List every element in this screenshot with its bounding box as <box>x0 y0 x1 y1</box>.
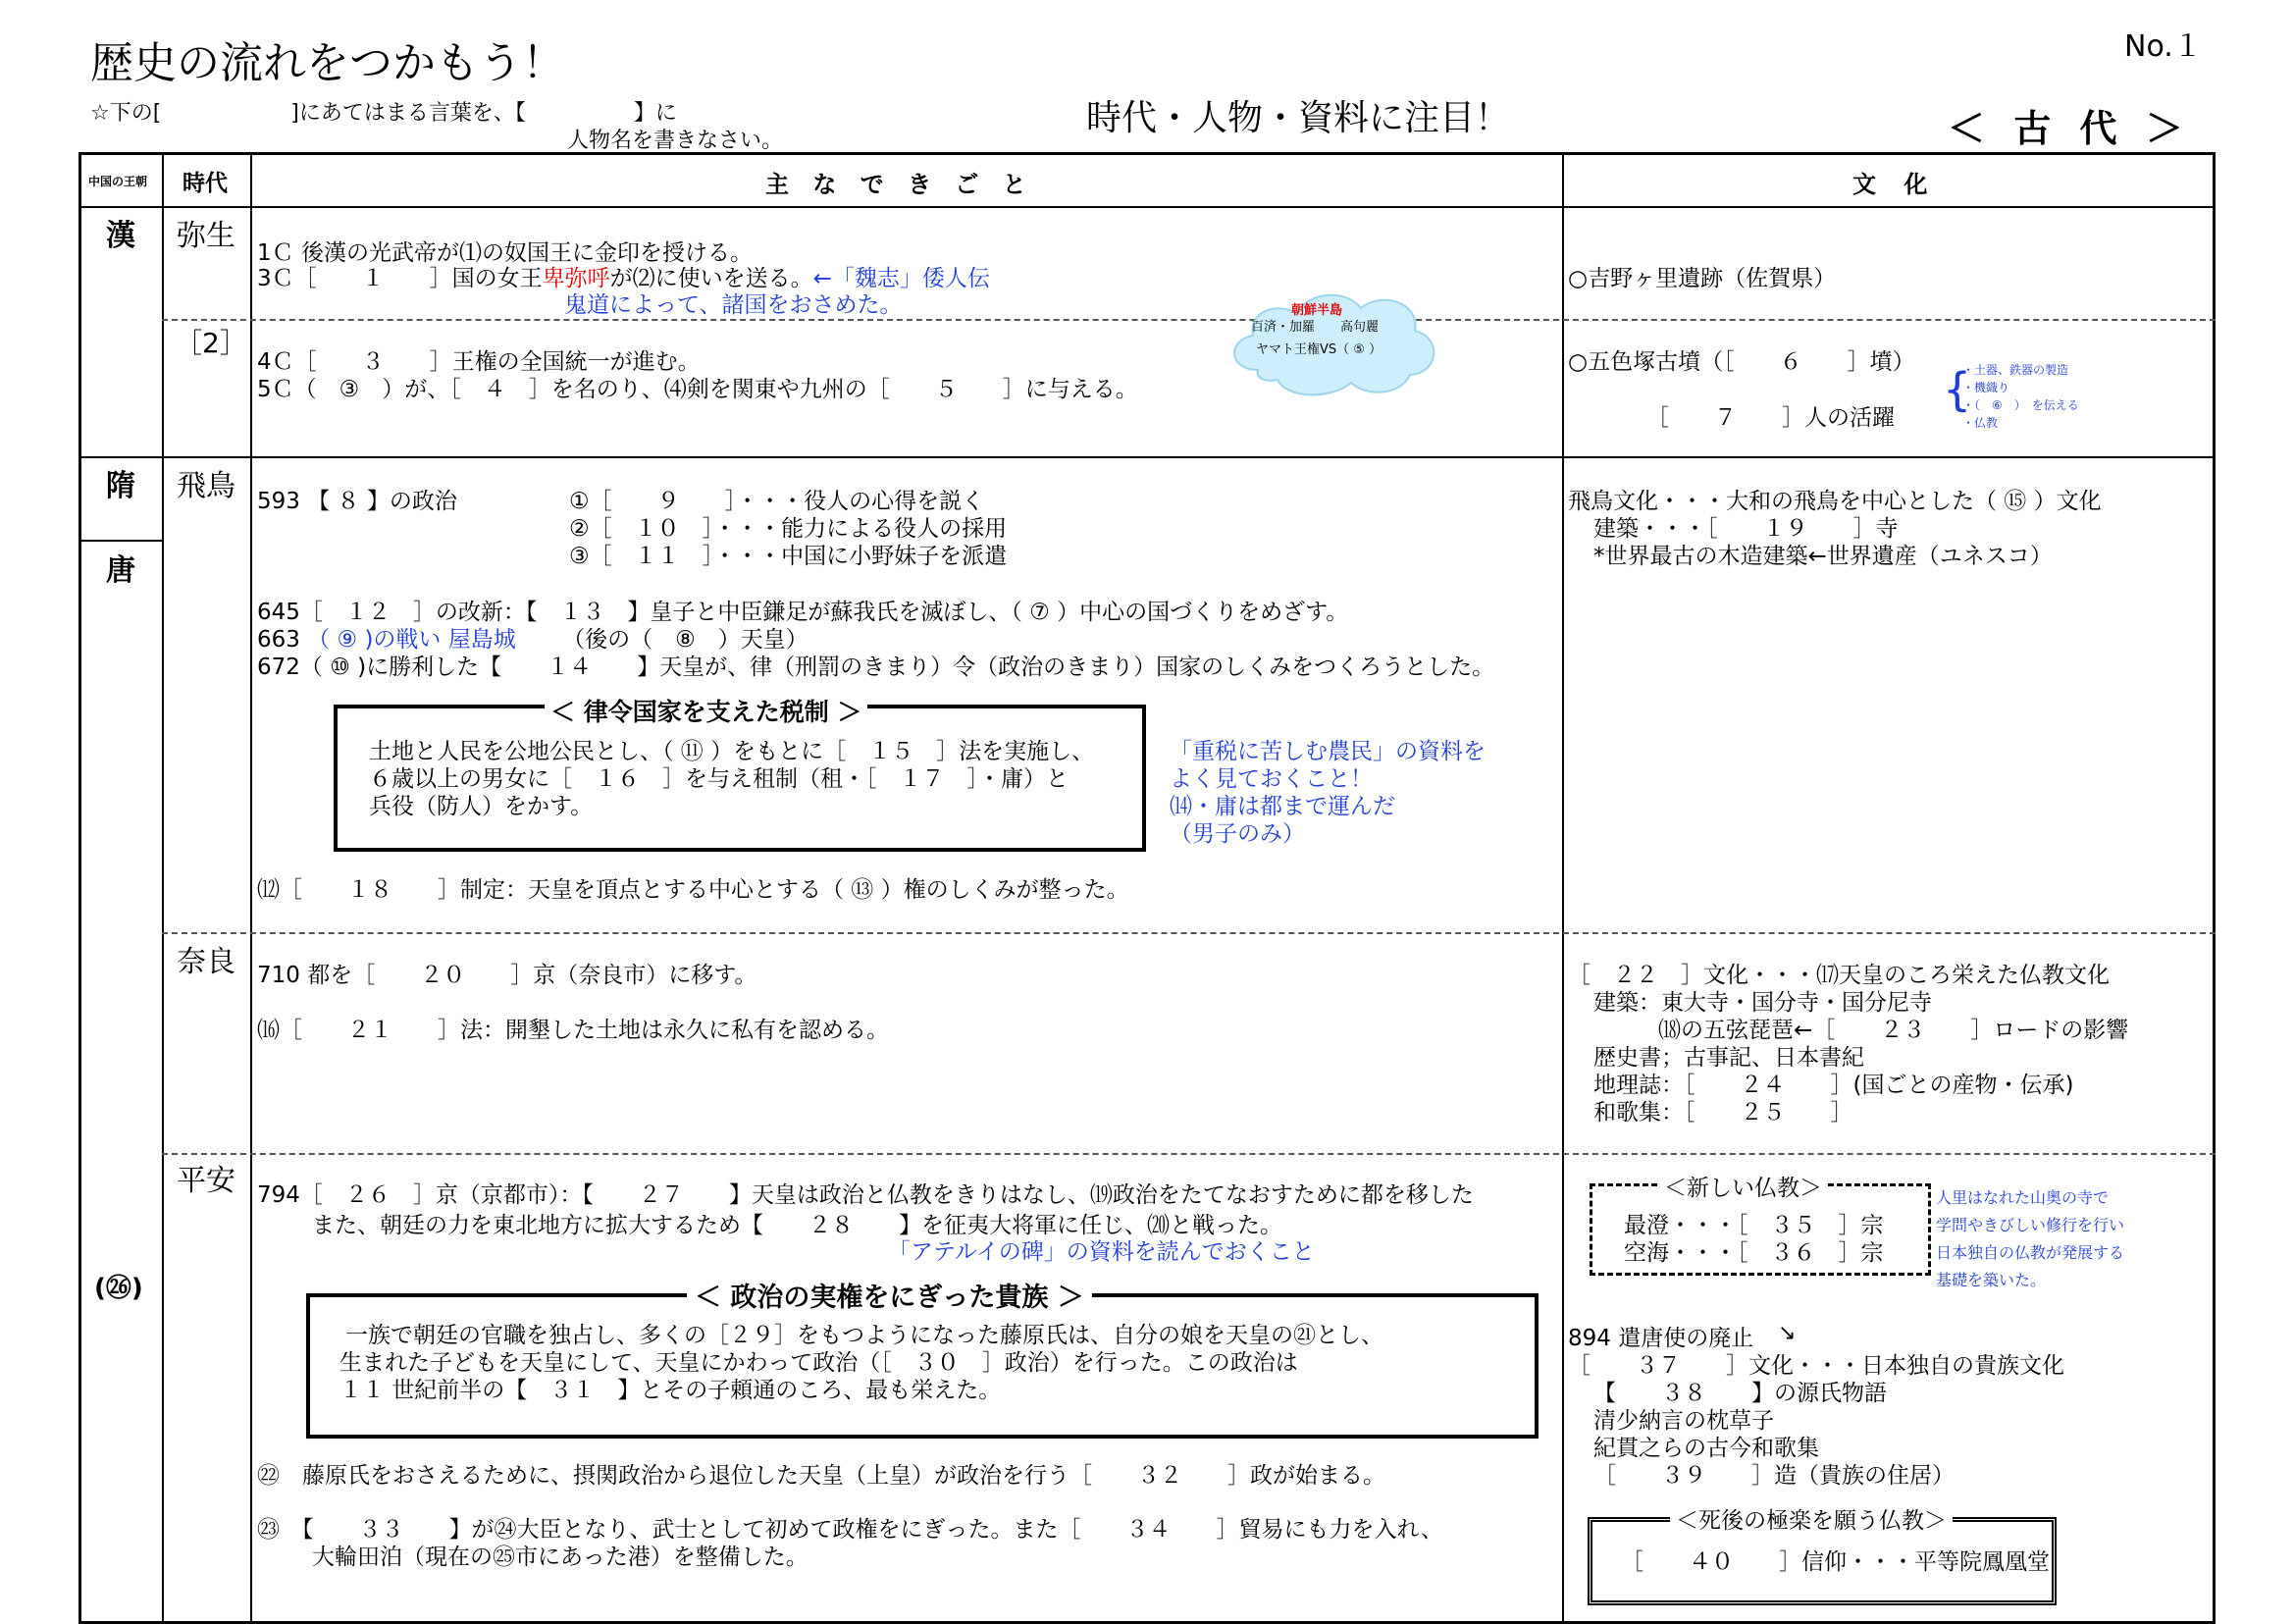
tax-line-2: ６歳以上の男女に［ １６ ］を与え租制（租・［ １７ ］・庸）と <box>369 766 1069 792</box>
kofun-event-2: 5Ｃ（ ③ ）が、［ ４ ］を名のり、⑷剣を関東や九州の［ ５ ］に与える。 <box>257 377 1138 402</box>
row-divider-heian <box>162 1153 2216 1155</box>
heian-894: 894 遣唐使の廃止 <box>1568 1326 1754 1351</box>
asuka-culture-3: *世界最古の木造建築←世界遺産（ユネスコ） <box>1593 544 2053 569</box>
era-label: ＜ 古 代 ＞ <box>1948 107 2191 150</box>
asuka-culture-2: 建築・・・［ １９ ］寺 <box>1593 516 1899 542</box>
kofun-brace: { <box>1943 363 1972 416</box>
heian-794: 794［ ２６ ］京（京都市）：【 ２７ 】天皇は政治と仏教をきりはなし、⒆政治をたてなおすために都を移した <box>257 1182 1474 1208</box>
heian-culture-sei: 清少納言の枕草子 <box>1593 1408 1774 1434</box>
kofun-note-2: ・機織り <box>1962 381 2010 394</box>
kofun-culture-1: ○五色塚古墳（［ ６ ］墳） <box>1568 349 1915 375</box>
nara-culture-5: 地理誌：［ ２４ ］(国ごとの産物・伝承) <box>1593 1073 2074 1098</box>
hakusonko-battle: （ ⑨ )の戦い 屋島城 <box>307 627 516 653</box>
asuka-645: 645［ １２ ］の改新：【 １３ 】皇子と中臣鎌足が蘇我氏を滅ぼし、（ ⑦ ）中心の国づくりをめざす。 <box>257 600 1349 625</box>
kofun-note-3: ・（ ⑥ ） を伝える <box>1962 398 2079 412</box>
header-culture: 文 化 <box>1852 171 1938 198</box>
dynasty-26: (㉖) <box>94 1274 143 1303</box>
col-divider-2 <box>250 152 252 1624</box>
new-buddhism-title: ＜新しい仏教＞ <box>1658 1170 1828 1202</box>
tax-line-1: 土地と人民を公地公民とし、（ ⑪ ）をもとに［ １５ ］法を実施し、 <box>369 739 1095 764</box>
bud-note-2: 学問やきびしい修行を行い <box>1936 1216 2125 1234</box>
kukai-line: 空海・・・［ ３６ ］宗 <box>1624 1240 1884 1266</box>
asuka-taiho: ⑿［ １８ ］制定：天皇を頂点とする中心とする（ ⑬ ）権のしくみが整った。 <box>257 877 1129 903</box>
asuka-663: 663 （ ⑨ )の戦い 屋島城 （後の（ ⑧ ）天皇） <box>257 627 808 653</box>
kofun-culture-2: ［ ７ ］人の活躍 <box>1646 405 1895 431</box>
tax-note-3: ⒁・庸は都まで運んだ <box>1170 794 1395 819</box>
arrow-icon: ↘ <box>1778 1321 1797 1345</box>
heian-owada: 大輪田泊（現在の㉕市にあった港）を整備した。 <box>312 1545 808 1570</box>
cloud-line1: 百済・加羅 高句麗 <box>1251 320 1380 335</box>
period-2: ［2］ <box>175 327 247 359</box>
instruction-line2: 人物名を書きなさい。 <box>567 129 784 153</box>
fujiwara-line-2: 生まれた子どもを天皇にして、天皇にかわって政治（［ ３０ ］政治）を行った。この政治は <box>339 1350 1298 1376</box>
tax-system-title: ＜ 律令国家を支えた税制 ＞ <box>545 693 867 728</box>
fujiwara-title: ＜ 政治の実権をにぎった貴族 ＞ <box>687 1276 1092 1314</box>
page-title: 歴史の流れをつかもう！ <box>90 38 565 88</box>
asuka-593: 593 【 ８ 】の政治 <box>257 489 457 514</box>
header-events: 主 な で き ご と <box>765 171 1034 198</box>
tax-note-2: よく見ておくこと！ <box>1170 766 1373 792</box>
period-nara: 奈良 <box>177 945 235 979</box>
asuka-culture-1: 飛鳥文化・・・大和の飛鳥を中心とした（ ⑮ ）文化 <box>1568 489 2102 514</box>
period-yayoi: 弥生 <box>177 219 235 253</box>
dynasty-sui: 隋 <box>106 469 135 503</box>
heian-taira: ㉓ 【 ３３ 】が㉔大臣となり、武士として初めて政権をにぎった。また［ ３４ ］貿易にも力を入れ、 <box>257 1517 1443 1543</box>
cloud-line2: ヤマト王権VS（ ⑤ ） <box>1256 342 1382 357</box>
heian-culture-37: ［ ３７ ］文化・・・日本独自の貴族文化 <box>1568 1353 2064 1379</box>
tax-note-1: 「重税に苦しむ農民」の資料を <box>1170 739 1486 764</box>
heian-culture-ki: 紀貫之らの古今和歌集 <box>1593 1436 1819 1461</box>
cloud-title: 朝鮮半島 <box>1291 303 1343 318</box>
page-number: No.１ <box>2124 29 2203 64</box>
dynasty-han: 漢 <box>106 219 135 253</box>
col-divider-3 <box>1562 152 1564 1624</box>
header-row-divider <box>78 206 2216 208</box>
asuka-reform-2: ②［ １０ ］・・・能力による役人の採用 <box>569 516 1008 542</box>
row-divider-nara <box>162 932 2216 934</box>
asuka-672: 672（ ⑩ )に勝利した【 １４ 】天皇が、律（刑罰のきまり）令（政治のきまり）国家のしくみをつくろうとした。 <box>257 655 1495 680</box>
pure-land-title: ＜死後の極楽を願う仏教＞ <box>1670 1502 1953 1535</box>
yayoi-event-1: 1Ｃ 後漢の光武帝が⑴の奴国王に金印を授ける。 <box>257 240 753 266</box>
fujiwara-line-3: １１ 世紀前半の【 ３１ 】とその子頼通のころ、最も栄えた。 <box>339 1378 1002 1403</box>
pure-land-line: ［ ４０ ］信仰・・・平等院鳳凰堂 <box>1621 1549 2050 1575</box>
asuka-reform-1: ①［ ９ ］・・・役人の心得を説く <box>569 489 985 514</box>
row-divider-dynasty-sui <box>78 540 162 542</box>
tax-note-4: （男子のみ） <box>1170 821 1305 847</box>
nara-culture-4: 歴史書；古事記、日本書紀 <box>1593 1045 1864 1071</box>
heian-culture-38: 【 ３８ 】の源氏物語 <box>1593 1381 1887 1406</box>
heian-insei: ㉒ 藤原氏をおさえるために、摂関政治から退位した天皇（上皇）が政治を行う［ ３２ ］政が始まる。 <box>257 1463 1385 1489</box>
heian-794b: また、朝廷の力を東北地方に拡大するため【 ２８ 】を征夷大将軍に任じ、⒇と戦った。 <box>312 1213 1282 1238</box>
fujiwara-line-1: 一族で朝廷の官職を独占し、多くの［２９］をもつようになった藤原氏は、自分の娘を天皇の㉑とし、 <box>345 1323 1383 1348</box>
tax-line-3: 兵役（防人）をかす。 <box>369 794 594 819</box>
aterui-note: 「アテルイの碑」の資料を読んでおくこと <box>888 1239 1315 1265</box>
nara-culture-1: ［ ２２ ］文化・・・⒄天皇のころ栄えた仏教文化 <box>1568 963 2110 988</box>
asuka-reform-3: ③［ １１ ］・・・中国に小野妹子を派遣 <box>569 544 1008 569</box>
dynasty-tang: 唐 <box>106 553 135 588</box>
period-asuka: 飛鳥 <box>177 469 235 503</box>
kido-note: 鬼道によって、諸国をおさめた。 <box>564 292 903 318</box>
subtitle: 時代・人物・資料に注目！ <box>1086 98 1511 138</box>
row-divider-asuka <box>78 456 2216 458</box>
nara-710: 710 都を［ ２０ ］京（奈良市）に移す。 <box>257 963 757 988</box>
instruction-line1: ☆下の[ ]にあてはまる言葉を、【 】に <box>90 101 677 126</box>
nara-culture-3: ⒅の五弦琵琶←［ ２３ ］ロードの影響 <box>1658 1018 2129 1043</box>
row-divider-kofun <box>162 319 2216 321</box>
bud-note-4: 基礎を築いた。 <box>1936 1271 2047 1289</box>
nara-culture-6: 和歌集：［ ２５ ］ <box>1593 1100 1853 1126</box>
header-period: 時代 <box>183 171 228 196</box>
kofun-note-4: ・仏教 <box>1962 416 1999 430</box>
saicho-line: 最澄・・・［ ３５ ］宗 <box>1624 1213 1884 1238</box>
nara-konden: ⒃［ ２１ ］法：開墾した土地は永久に私有を認める。 <box>257 1018 889 1043</box>
kofun-event-1: 4Ｃ［ ３ ］王権の全国統一が進む。 <box>257 349 701 375</box>
header-dynasty: 中国の王朝 <box>88 175 148 188</box>
bud-note-1: 人里はなれた山奥の寺で <box>1936 1188 2110 1207</box>
kofun-note-1: ・土器、鉄器の製造 <box>1962 363 2069 377</box>
col-divider-1 <box>162 152 164 1624</box>
gishi-note: ←「魏志」倭人伝 <box>812 266 990 291</box>
nara-culture-2: 建築：東大寺・国分寺・国分尼寺 <box>1593 990 1932 1016</box>
bud-note-3: 日本独自の仏教が発展する <box>1936 1243 2125 1262</box>
yayoi-culture: ○吉野ヶ里遺跡（佐賀県） <box>1568 266 1837 291</box>
heian-culture-39: ［ ３９ ］造（貴族の住居） <box>1593 1463 1955 1489</box>
himiko-name: 卑弥呼 <box>542 266 610 291</box>
period-heian: 平安 <box>177 1164 235 1198</box>
yayoi-event-2: 3Ｃ［ １ ］国の女王卑弥呼が⑵に使いを送る。←「魏志」倭人伝 <box>257 266 990 291</box>
